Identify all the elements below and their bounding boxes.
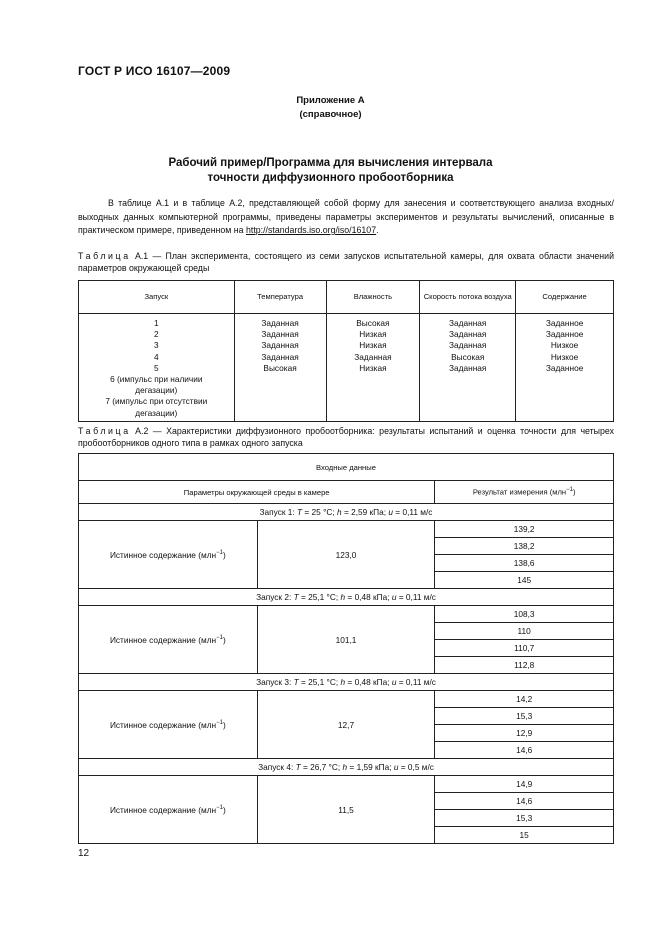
- table-cell: Высокая: [263, 362, 297, 373]
- table-cell: Высокая: [356, 318, 390, 328]
- table-cell: Заданное: [545, 318, 584, 328]
- table-cell: Низкая: [359, 340, 387, 351]
- measurement-value: 138,2: [435, 538, 614, 555]
- measurement-result-header: Результат измерения (млн$^{-1}$): [435, 481, 614, 504]
- table-cell: 3: [154, 340, 159, 351]
- table1-header-humidity: Влажность: [326, 281, 420, 314]
- measurement-value: 15: [435, 827, 614, 844]
- table2-caption: [78, 425, 614, 449]
- intro-text: В таблице А.1 и в таблице А.2, представляющей собой форму для занесения и соответствующего анализа входных/выходных данных компьютерной программы, приведены параметры экспериментов и результаты вычислений, описанные в практическом примере, приведенном на: [78, 198, 614, 235]
- table2-caption-text: А.2 — Характеристики диффузионного пробоотборника: результаты испытаний и оценка точности для четырех пробоотборников одного типа в рамках одного запуска: [78, 426, 614, 448]
- standard-number: ГОСТ Р ИСО 16107—2009: [78, 64, 231, 78]
- annex-title: Приложение А: [296, 95, 365, 106]
- section-title-line2: точности диффузионного пробоотборника: [207, 172, 454, 184]
- iso-link[interactable]: http://standards.iso.org/iso/16107: [246, 225, 377, 235]
- table-cell: Низкая: [359, 329, 387, 340]
- table-cell: 2: [154, 329, 159, 340]
- table1-header-airflow: Скорость потока воздуха: [420, 281, 516, 314]
- input-data-header: Входные данные: [79, 454, 614, 481]
- table-cell: Заданная: [449, 318, 487, 328]
- true-content-label: Истинное содержание (млн$^{-1}$): [79, 776, 258, 844]
- measurement-value: 12,9: [435, 725, 614, 742]
- intro-paragraph: [78, 197, 614, 238]
- true-content-value: 12,7: [257, 691, 435, 759]
- measurement-value: 110: [435, 623, 614, 640]
- table1-humidity-column: [326, 314, 420, 422]
- table-cell: Заданная: [261, 340, 299, 351]
- table-cell: Низкое: [550, 340, 579, 351]
- true-content-value: 101,1: [257, 606, 435, 674]
- measurement-value: 14,6: [435, 742, 614, 759]
- measurement-value: 108,3: [435, 606, 614, 623]
- table1-temperature-column: [234, 314, 326, 422]
- table-cell: Низкая: [359, 362, 387, 373]
- true-content-label: Истинное содержание (млн$^{-1}$): [79, 606, 258, 674]
- measurement-value: 138,6: [435, 555, 614, 572]
- true-content-value: 123,0: [257, 521, 435, 589]
- measurement-value: 112,8: [435, 657, 614, 674]
- true-content-value: 11,5: [257, 776, 435, 844]
- table-cell: 4: [154, 351, 159, 362]
- table-cell: Заданное: [545, 329, 584, 340]
- sampler-characteristics-table: [78, 453, 614, 844]
- table1-header-run: Запуск: [79, 281, 235, 314]
- table1-content-column: [516, 314, 614, 422]
- table-cell: дегазации): [135, 407, 178, 418]
- experiment-plan-table: [78, 280, 614, 422]
- table-cell: Низкое: [550, 351, 579, 362]
- true-content-label: Истинное содержание (млн$^{-1}$): [79, 691, 258, 759]
- table-cell: 6 (импульс при наличии: [110, 374, 203, 385]
- intro-end: .: [376, 225, 379, 235]
- table1-run-column: [79, 314, 235, 422]
- table-cell: 7 (импульс при отсутствии: [105, 396, 208, 407]
- table1-header-temperature: Температура: [234, 281, 326, 314]
- run3-conditions: Запуск 3: T = 25,1 °С; h = 0,48 кПа; u = 0,11 м/с: [79, 674, 614, 691]
- table1-header-content: Содержание: [516, 281, 614, 314]
- table-cell: Заданная: [261, 351, 299, 362]
- run4-conditions: Запуск 4: T = 26,7 °С; h = 1,59 кПа; u = 0,5 м/с: [79, 759, 614, 776]
- true-content-label: Истинное содержание (млн$^{-1}$): [79, 521, 258, 589]
- table-cell: Заданное: [545, 362, 584, 373]
- table-cell: Заданная: [261, 318, 299, 328]
- measurement-value: 15,3: [435, 708, 614, 725]
- annex-type: (справочное): [299, 109, 362, 120]
- table1-caption: [78, 250, 614, 274]
- section-title-line1: Рабочий пример/Программа для вычисления интервала: [168, 157, 493, 169]
- table2-word: Таблица: [78, 426, 131, 436]
- run1-conditions: Запуск 1: T = 25 °С; h = 2,59 кПа; u = 0,11 м/с: [79, 504, 614, 521]
- table1-header-row: [79, 281, 614, 314]
- page-number: 12: [78, 848, 90, 859]
- table-cell: 5: [154, 362, 159, 373]
- table-cell: Заданная: [449, 329, 487, 340]
- table-cell: Высокая: [451, 351, 485, 362]
- table-cell: 1: [154, 318, 159, 328]
- environment-params-header: Параметры окружающей среды в камере: [79, 481, 435, 504]
- measurement-value: 139,2: [435, 521, 614, 538]
- table-cell: Заданная: [261, 329, 299, 340]
- table-cell: дегазации): [135, 385, 178, 396]
- measurement-value: 15,3: [435, 810, 614, 827]
- run2-conditions: Запуск 2: T = 25,1 °С; h = 0,48 кПа; u = 0,11 м/с: [79, 589, 614, 606]
- measurement-value: 14,9: [435, 776, 614, 793]
- measurement-value: 110,7: [435, 640, 614, 657]
- table1-airflow-column: [420, 314, 516, 422]
- table1-caption-text: А.1 — План эксперимента, состоящего из семи запусков испытательной камеры, для охвата области значений параметров окружающей среды: [78, 251, 614, 273]
- table1-body-row: [79, 314, 614, 422]
- table-cell: Заданная: [354, 351, 392, 362]
- table-cell: Заданная: [449, 340, 487, 351]
- table1-word: Таблица: [78, 251, 131, 261]
- table-cell: Заданная: [449, 362, 487, 373]
- measurement-value: 14,6: [435, 793, 614, 810]
- measurement-value: 145: [435, 572, 614, 589]
- measurement-value: 14,2: [435, 691, 614, 708]
